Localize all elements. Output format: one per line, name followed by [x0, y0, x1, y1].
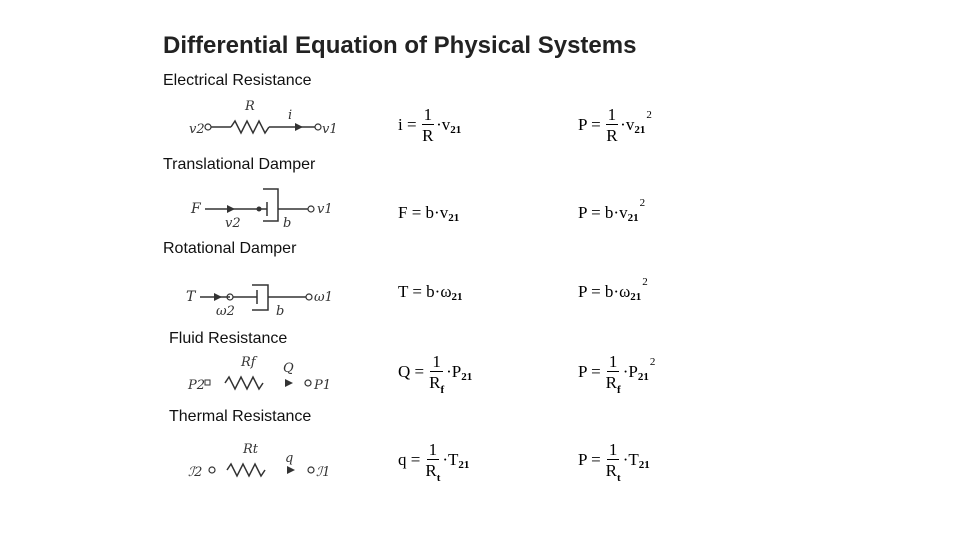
element-label: R — [245, 99, 255, 114]
node-label: ℐ1 — [316, 465, 331, 480]
label-rotational-damper: Rotational Damper — [163, 240, 297, 257]
input-label: F — [191, 201, 201, 217]
node-label: P2 — [188, 378, 206, 393]
node-label: ℐ2 — [188, 465, 203, 480]
equation-current: i = $\frac{1}{R}$ ·v 21 — [398, 105, 462, 145]
thermal-resistance-diagram — [185, 438, 345, 483]
electrical-resistor-diagram — [185, 95, 345, 145]
equation-power-fluid: P = $\frac{1}{R_f}$ ·P 21 2 — [578, 352, 656, 396]
label-translational-damper: Translational Damper — [163, 156, 316, 173]
node-label: P1 — [314, 378, 332, 393]
node-label: v2 — [189, 122, 205, 137]
element-label: Rt — [243, 442, 259, 457]
equation-power-thermal: P = $\frac{1}{R_t}$ ·T 21 — [578, 440, 650, 484]
label-electrical-resistance: Electrical Resistance — [163, 72, 312, 89]
translational-damper-diagram — [185, 185, 345, 230]
node-label: ω2 — [216, 304, 235, 319]
flow-label: Q — [283, 361, 294, 376]
equation-torque: T = b·ω 21 — [398, 282, 463, 303]
input-label: T — [186, 289, 196, 305]
node-label: v2 — [225, 216, 241, 231]
rotational-damper-diagram — [182, 270, 342, 320]
equation-power-rotational: P = b·ω 21 2 — [578, 276, 648, 303]
flow-label: q — [285, 451, 294, 466]
element-label: Rf — [241, 355, 256, 370]
equation-power-translational: P = b·v 21 2 — [578, 197, 646, 224]
element-label: b — [283, 216, 292, 231]
label-fluid-resistance: Fluid Resistance — [169, 330, 288, 347]
equation-power-electrical: P = $\frac{1}{R}$ ·v 21 2 — [578, 105, 652, 145]
equation-force: F = b·v 21 — [398, 203, 460, 224]
fluid-resistance-diagram — [185, 352, 345, 397]
flow-label: i — [288, 108, 293, 123]
label-thermal-resistance: Thermal Resistance — [169, 408, 312, 425]
node-label: v1 — [322, 122, 338, 137]
element-label: b — [276, 304, 285, 319]
page-title: Differential Equation of Physical Systems — [163, 32, 637, 59]
node-label: v1 — [317, 202, 333, 217]
equation-flow: Q = $\frac{1}{R_f}$ ·P 21 — [398, 352, 473, 396]
equation-heat-flow: q = $\frac{1}{R_t}$ ·T 21 — [398, 440, 470, 484]
node-label: ω1 — [314, 290, 333, 305]
